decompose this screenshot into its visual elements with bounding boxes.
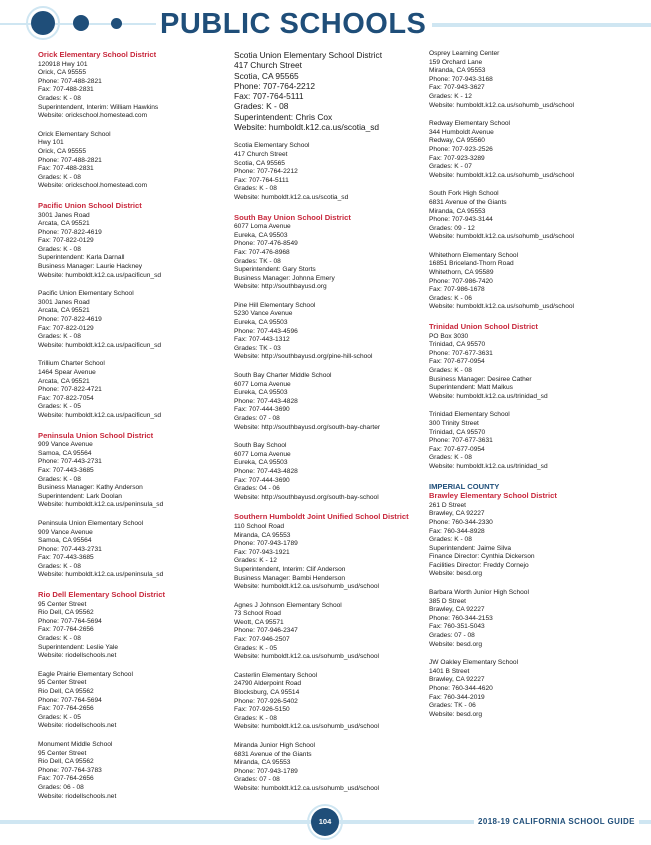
entry-line: Miranda, CA 95553 [429,207,486,215]
entry-line: Orick, CA 95555 [38,147,87,155]
district-entry [38,590,228,661]
entry-line: Eureka, CA 95503 [234,231,288,239]
entry-line: Phone: 760-344-4620 [429,685,493,692]
entry-line: 73 School Road [234,610,281,618]
school-entry [234,672,426,732]
entry-line: Superintendent: Lark Doolan [38,492,122,500]
entry-line: Phone: 707-764-2212 [234,80,316,91]
entry-line: Fax: 707-443-3685 [38,466,94,474]
entry-line: Blocksburg, CA 95514 [234,689,300,697]
entry-line: Phone: 707-822-4619 [38,316,102,324]
entry-line: Eureka, CA 95503 [234,319,288,327]
school-entry [429,50,629,110]
entry-line: Phone: 707-822-4619 [38,228,102,236]
entry-line: Fax: 707-764-5111 [234,176,289,184]
district-entry [234,213,426,292]
entry-line: 3001 Janes Road [38,298,90,306]
county-heading: IMPERIAL COUNTY [429,481,500,491]
school-entry [234,602,426,662]
entry-line: Fax: 707-444-3690 [234,406,290,414]
entry-line: 909 Vance Avenue [38,528,93,536]
school-name: Trinidad Elementary School [429,411,510,419]
website-line: Website: http://southbayusd.org/south-bay-school [234,493,379,501]
website-line: Website: riodellschools.net [38,722,117,730]
entry-line: Grades: K - 08 [38,333,81,341]
entry-line: Phone: 707-443-4596 [234,327,298,335]
school-entry [38,741,228,801]
entry-line: 5230 Vance Avenue [234,310,293,318]
entry-line: Superintendent: Chris Cox [234,111,333,122]
entry-line: Fax: 707-677-0954 [429,445,485,453]
school-entry [234,142,426,202]
entry-line: Phone: 707-443-2731 [38,458,102,466]
entry-line: Miranda, CA 95553 [234,759,291,767]
entry-line: Hwy 101 [38,139,64,147]
entry-line: Phone: 707-822-4721 [38,386,102,394]
website-line: Website: humboldt.k12.ca.us/sohumb_usd/school [234,583,380,591]
website-line: Website: orickschool.homestead.com [38,182,148,190]
website-line: Website: besd.org [429,570,483,578]
entry-line: Miranda, CA 95553 [234,531,291,539]
entry-line: Brawley, CA 92227 [429,510,485,518]
website-line: Website: humboldt.k12.ca.us/pacificun_sd [38,411,162,419]
entry-line: Scotia, CA 95565 [234,159,285,167]
entry-line: Trinidad, CA 95570 [429,341,486,349]
entry-line: Superintendent, Interim: Clif Anderson [234,565,346,573]
entry-line: 385 D Street [429,597,467,605]
entry-line: Phone: 707-764-5694 [38,696,102,704]
entry-line: Grades: 09 - 12 [429,224,475,232]
website-line: Website: humboldt.k12.ca.us/scotia_sd [234,193,349,201]
entry-line: Grades: K - 06 [429,294,472,302]
entry-line: Grades: K - 05 [234,644,277,652]
entry-line: Scotia Union Elementary School District [234,50,383,60]
entry-line: Fax: 707-488-2831 [38,165,94,173]
entry-line: Weott, CA 95571 [234,618,284,626]
entry-line: Superintendent: Jaime Silva [429,544,512,552]
district-heading: Southern Humboldt Joint Unified School District [234,512,409,522]
website-line: Website: http://southbayusd.org/south-bay-charter [234,423,381,431]
entry-line: 6077 Loma Avenue [234,223,291,231]
entry-line: Rio Dell, CA 95562 [38,609,94,617]
entry-line: Orick, CA 95555 [38,69,87,77]
entry-line: 909 Vance Avenue [38,441,93,449]
entry-line: Fax: 707-926-5150 [234,706,290,714]
website-line: Website: besd.org [429,640,483,648]
entry-line: Fax: 760-351-5043 [429,623,485,631]
entry-line: Whitethorn, CA 95589 [429,269,494,277]
website-line: Website: orickschool.homestead.com [38,112,148,120]
entry-line: Phone: 707-764-5694 [38,617,102,625]
entry-line: Grades: K - 08 [234,101,289,112]
school-entry [234,372,426,432]
school-name: South Bay School [234,442,287,450]
entry-line: 159 Orchard Lane [429,58,483,66]
entry-line: 417 Church Street [234,60,302,71]
school-entry [38,131,228,191]
column-2 [234,50,426,804]
entry-line: Fax: 707-764-2656 [38,626,94,634]
district-heading: Rio Dell Elementary School District [38,590,166,600]
entry-line: Phone: 707-943-1789 [234,767,298,775]
website-line: Website: humboldt.k12.ca.us/sohumb_usd/school [429,233,575,241]
district-entry [38,431,228,510]
district-heading: Brawley Elementary School District [429,491,557,501]
entry-line: Grades: 07 - 08 [429,632,475,640]
website-line: Website: humboldt.k12.ca.us/trinidad_sd [429,462,548,470]
column-1 [38,50,228,811]
website-line: Website: riodellschools.net [38,652,117,660]
school-name: Barbara Worth Junior High School [429,589,529,597]
entry-line: Grades: K - 08 [429,536,472,544]
entry-line: Fax: 707-677-0954 [429,358,485,366]
entry-line: 1401 B Street [429,667,470,675]
school-name: JW Oakley Elementary School [429,659,519,667]
entry-line: 6077 Loma Avenue [234,450,291,458]
entry-line: Grades: K - 08 [38,475,81,483]
entry-line: Rio Dell, CA 95562 [38,688,94,695]
school-name: South Fork High School [429,190,499,198]
school-entry [234,302,426,362]
entry-line: PO Box 3030 [429,332,469,340]
school-name: Osprey Learning Center [429,50,500,57]
school-entry [429,190,629,242]
entry-line: Fax: 707-764-2656 [38,775,94,783]
school-name: Whitethorn Elementary School [429,251,519,259]
school-name: Scotia Elementary School [234,142,310,150]
entry-line: Grades: K - 08 [234,185,277,193]
decorative-dot-medium [73,15,89,31]
entry-line: Eureka, CA 95503 [234,459,288,467]
page-number: 104 [311,808,339,836]
entry-line: Fax: 707-822-7054 [38,394,94,402]
entry-line: 1464 Spear Avenue [38,369,96,376]
website-line: Website: humboldt.k12.ca.us/sohumb_usd/school [234,723,380,731]
school-name: South Bay Charter Middle School [234,372,332,380]
decorative-dot-large [31,11,55,35]
school-entry [429,120,629,180]
entry-line: 95 Center Street [38,600,87,608]
entry-line: 110 School Road [234,522,285,530]
entry-line: Fax: 707-444-3690 [234,476,290,484]
entry-line: Grades: TK - 06 [429,702,476,710]
entry-line: Grades: TK - 03 [234,344,281,352]
entry-line: Phone: 707-443-2731 [38,545,102,553]
school-entry [429,589,629,649]
school-name: Redway Elementary School [429,120,510,128]
entry-line: 417 Church Street [234,150,288,158]
school-entry [38,290,228,350]
page-title: PUBLIC SCHOOLS [156,7,432,41]
website-line: Website: humboldt.k12.ca.us/peninsula_sd [38,571,164,579]
entry-line: Business Manager: Laurie Hackney [38,263,143,271]
district-entry [429,482,629,580]
entry-line: Phone: 707-443-4828 [234,397,298,405]
entry-line: Phone: 707-946-2347 [234,627,298,635]
district-entry [38,201,228,280]
entry-line: Grades: 07 - 08 [234,776,280,784]
website-line: Website: humboldt.k12.ca.us/trinidad_sd [429,392,548,400]
entry-line: 6831 Avenue of the Giants [429,198,507,206]
school-entry [38,671,228,731]
entry-line: Fax: 707-986-1678 [429,286,485,294]
district-heading: South Bay Union School District [234,212,351,222]
website-line: Website: riodellschools.net [38,792,117,800]
entry-line: Phone: 707-923-2526 [429,145,493,153]
entry-line: Facilities Director: Freddy Cornejo [429,561,529,569]
school-entry [234,50,426,132]
entry-line: Phone: 707-488-2821 [38,77,102,85]
entry-line: Samoa, CA 95564 [38,537,92,545]
entry-line: Fax: 707-923-3289 [429,154,485,162]
entry-line: Grades: K - 08 [38,635,81,643]
entry-line: Grades: K - 08 [38,94,81,102]
website-line: Website: humboldt.k12.ca.us/scotia_sd [234,122,380,133]
entry-line: Miranda, CA 95553 [429,67,486,75]
entry-line: Phone: 707-943-1789 [234,540,298,548]
entry-line: Eureka, CA 95503 [234,389,288,397]
school-name: Miranda Junior High School [234,742,315,749]
school-name: Pacific Union Elementary School [38,290,134,298]
entry-line: Superintendent: Matt Malkus [429,384,513,392]
entry-line: Phone: 707-764-2212 [234,168,298,176]
school-name: Peninsula Union Elementary School [38,519,144,527]
entry-line: Superintendent: Karla Darnall [38,254,125,262]
school-name: Pine Hill Elementary School [234,301,316,309]
website-line: Website: humboldt.k12.ca.us/sohumb_usd/school [234,784,380,792]
entry-line: Fax: 707-488-2831 [38,86,94,94]
entry-line: Grades: 07 - 08 [234,415,280,422]
website-line: Website: humboldt.k12.ca.us/sohumb_usd/school [234,653,380,661]
entry-line: 6831 Avenue of the Giants [234,750,312,758]
website-line: Website: humboldt.k12.ca.us/sohumb_usd/school [429,303,575,311]
school-entry [429,252,629,312]
school-name: Agnes J Johnson Elementary School [234,601,342,609]
website-line: Website: http://southbayusd.org [234,283,327,291]
entry-line: Brawley, CA 92227 [429,676,485,684]
entry-line: Grades: K - 08 [429,367,472,374]
entry-line: Scotia, CA 95565 [234,70,299,81]
entry-line: Trinidad, CA 95570 [429,428,486,436]
entry-line: Grades: 04 - 06 [234,485,280,493]
entry-line: Phone: 707-943-3144 [429,216,493,224]
entry-line: 95 Center Street [38,679,87,687]
page-header [0,0,651,48]
website-line: Website: humboldt.k12.ca.us/peninsula_sd [38,501,164,509]
entry-line: Fax: 707-943-1921 [234,548,290,556]
entry-line: Grades: K - 12 [234,557,277,565]
school-entry [429,659,629,719]
entry-line: Phone: 707-476-8549 [234,240,298,248]
entry-line: Phone: 707-443-4828 [234,467,298,475]
website-line: Website: humboldt.k12.ca.us/sohumb_usd/school [429,171,575,179]
entry-line: Phone: 707-488-2821 [38,156,102,164]
school-entry [429,411,629,471]
entry-line: Rio Dell, CA 95562 [38,758,94,766]
district-entry [234,512,426,591]
entry-line: Arcata, CA 95521 [38,377,90,385]
district-entry [38,50,228,121]
entry-line: Grades: K - 08 [38,245,81,253]
entry-line: 95 Center Street [38,749,87,757]
entry-line: 3001 Janes Road [38,211,90,219]
entry-line: Superintendent, Interim: William Hawkins [38,103,159,111]
entry-line: Phone: 707-943-3168 [429,75,493,83]
entry-line: Grades: K - 08 [429,454,472,462]
entry-line: Phone: 707-677-3631 [429,349,493,357]
entry-line: Grades: K - 08 [38,562,81,570]
entry-line: Phone: 760-344-2153 [429,614,493,622]
entry-line: Grades: K - 08 [38,173,81,181]
decorative-dot-small [111,18,122,29]
entry-line: Grades: K - 12 [429,92,472,100]
school-name: Monument Middle School [38,740,113,748]
entry-line: Fax: 760-344-8928 [429,527,485,535]
entry-line: Brawley, CA 92227 [429,606,485,614]
entry-line: Phone: 707-986-7420 [429,277,493,285]
school-entry [234,742,426,794]
footer-rule-left [0,820,312,824]
entry-line: 6077 Loma Avenue [234,380,291,388]
entry-line: 300 Trinity Street [429,419,479,427]
website-line: Website: humboldt.k12.ca.us/pacificun_sd [38,341,162,349]
entry-line: 261 D Street [429,501,467,509]
entry-line: Grades: K - 05 [38,403,81,411]
entry-line: Business Manager: Kathy Anderson [38,484,143,492]
school-entry [234,442,426,502]
website-line: Website: humboldt.k12.ca.us/pacificun_sd [38,271,162,279]
entry-line: 120918 Hwy 101 [38,60,88,68]
entry-line: Arcata, CA 95521 [38,307,90,315]
guide-title: 2018-19 CALIFORNIA SCHOOL GUIDE [474,816,639,828]
district-entry [429,322,629,401]
entry-line: Fax: 760-344-2019 [429,693,485,701]
entry-line: 344 Humboldt Avenue [429,128,494,136]
entry-line: Grades: 06 - 08 [38,783,84,791]
entry-line: Phone: 760-344-2330 [429,518,493,526]
entry-line: Phone: 707-677-3631 [429,437,493,445]
column-3 [429,50,629,729]
entry-line: Samoa, CA 95564 [38,449,92,457]
entry-line: Business Manager: Johnna Emery [234,274,335,282]
entry-line: 16851 Briceland-Thorn Road [429,260,514,268]
entry-line: Grades: TK - 08 [234,257,281,265]
entry-line: 24790 Alderpoint Road [234,680,302,688]
entry-line: Grades: K - 08 [234,714,277,722]
entry-line: Phone: 707-926-5402 [234,697,298,705]
website-line: Website: besd.org [429,710,483,718]
school-name: Orick Elementary School [38,130,111,138]
school-entry [38,360,228,420]
entry-line: Fax: 707-946-2507 [234,636,290,644]
entry-line: Grades: K - 07 [429,163,472,171]
entry-line: Fax: 707-764-5111 [234,91,304,102]
entry-line: Fax: 707-476-8968 [234,248,290,256]
entry-line: Superintendent: Gary Storts [234,266,316,274]
entry-line: Business Manager: Desiree Cather [429,375,532,383]
entry-line: Arcata, CA 95521 [38,220,90,228]
entry-line: Finance Director: Cynthia Dickerson [429,553,535,561]
school-name: Trillium Charter School [38,360,105,368]
entry-line: Fax: 707-943-3627 [429,84,485,92]
district-heading: Peninsula Union School District [38,430,154,440]
entry-line: Business Manager: Bambi Henderson [234,574,346,582]
website-line: Website: http://southbayusd.org/pine-hill-school [234,353,373,361]
entry-line: Grades: K - 05 [38,713,81,721]
district-heading: Orick Elementary School District [38,50,157,59]
district-heading: Pacific Union School District [38,200,142,210]
school-entry [38,520,228,580]
entry-line: Fax: 707-443-1312 [234,336,290,344]
entry-line: Fax: 707-443-3685 [38,554,94,562]
district-heading: Trinidad Union School District [429,322,538,332]
school-name: Eagle Prairie Elementary School [38,670,133,678]
entry-line: Redway, CA 95560 [429,137,485,145]
entry-line: Fax: 707-822-0129 [38,324,94,332]
entry-line: Superintendent: Leslie Yale [38,643,119,651]
school-name: Casterlin Elementary School [234,671,318,679]
entry-line: Fax: 707-822-0129 [38,237,94,245]
entry-line: Fax: 707-764-2656 [38,705,94,713]
website-line: Website: humboldt.k12.ca.us/sohumb_usd/school [429,101,575,109]
entry-line: Phone: 707-764-3783 [38,766,102,774]
